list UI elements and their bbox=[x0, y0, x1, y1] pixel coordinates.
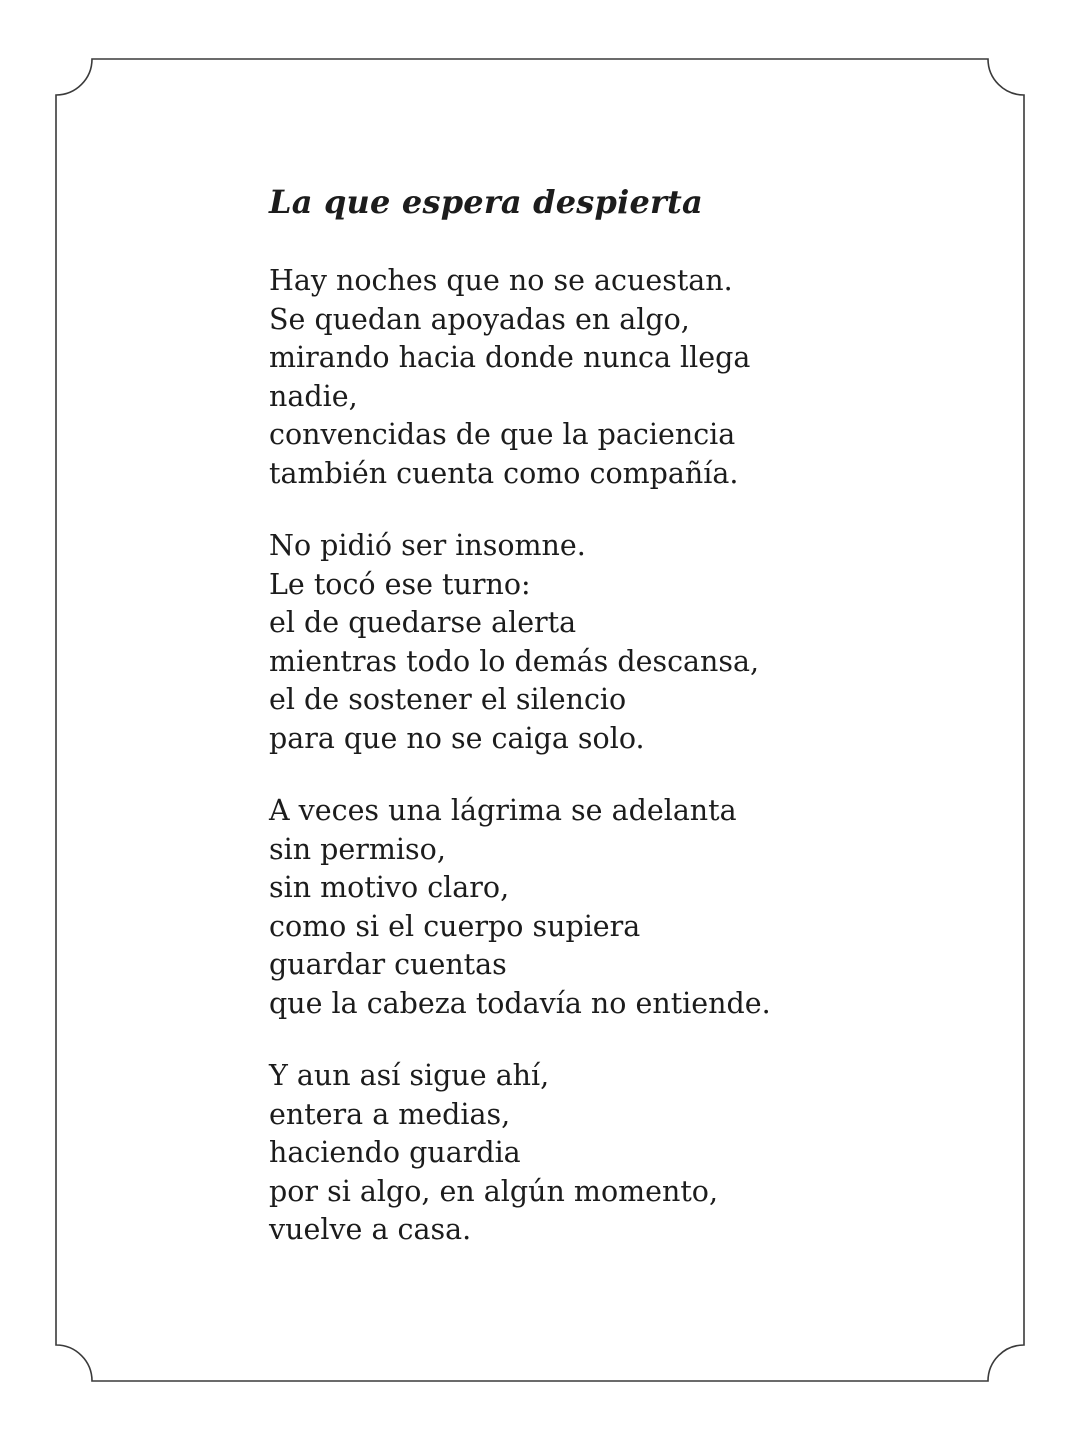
verse-line: Se quedan apoyadas en algo, bbox=[269, 302, 690, 336]
verse-line: sin permiso, bbox=[269, 832, 446, 866]
verse-line: como si el cuerpo supiera bbox=[269, 909, 641, 943]
verse-line: que la cabeza todavía no entiende. bbox=[269, 986, 771, 1020]
stanza-4 bbox=[269, 1057, 969, 1250]
poem bbox=[269, 176, 969, 1284]
verse-line: A veces una lágrima se adelanta bbox=[269, 794, 737, 827]
verse-line: el de sostener el silencio bbox=[269, 683, 627, 716]
verse-line: nadie, bbox=[269, 379, 358, 413]
verse-line: Le tocó ese turno: bbox=[269, 567, 531, 601]
poem-title: La que espera despierta bbox=[269, 183, 703, 221]
verse-line: mientras todo lo demás descansa, bbox=[269, 644, 760, 678]
stanza-1 bbox=[269, 262, 969, 493]
verse-line: convencidas de que la paciencia bbox=[269, 418, 736, 451]
verse-line: vuelve a casa. bbox=[269, 1213, 472, 1246]
verse-line: No pidió ser insomne. bbox=[269, 529, 586, 562]
verse-line: mirando hacia donde nunca llega bbox=[269, 341, 751, 374]
verse-line: Hay noches que no se acuestan. bbox=[269, 264, 733, 297]
verse-line: haciendo guardia bbox=[269, 1136, 521, 1169]
stanza-2 bbox=[269, 527, 969, 758]
verse-line: guardar cuentas bbox=[269, 948, 507, 981]
stanza-3 bbox=[269, 792, 969, 1023]
verse-line: sin motivo claro, bbox=[269, 871, 510, 904]
verse-line: para que no se caiga solo. bbox=[269, 721, 645, 755]
verse-line: Y aun así sigue ahí, bbox=[269, 1059, 550, 1092]
verse-line: el de quedarse alerta bbox=[269, 606, 577, 639]
verse-line: por si algo, en algún momento, bbox=[269, 1174, 719, 1208]
verse-line: también cuenta como compañía. bbox=[269, 456, 739, 490]
verse-line: entera a medias, bbox=[269, 1097, 511, 1131]
